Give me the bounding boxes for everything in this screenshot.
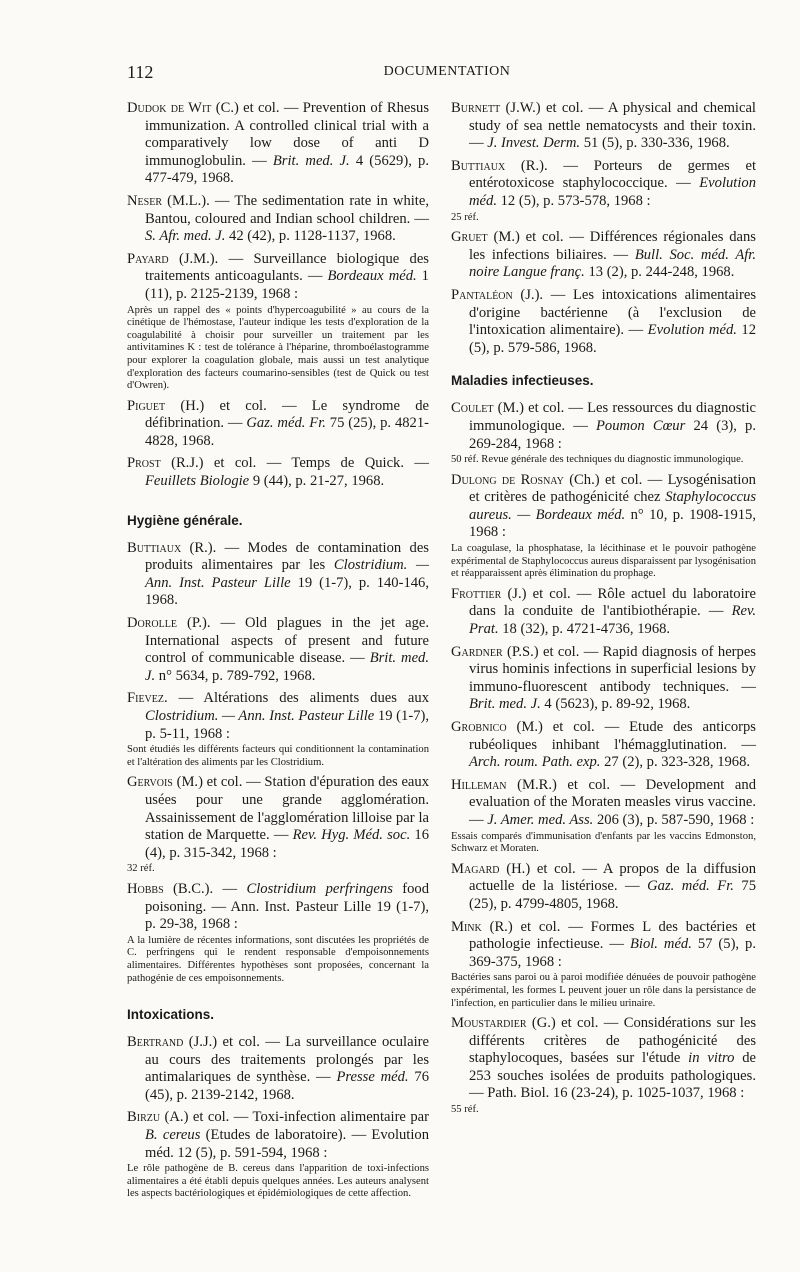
author-name: Moustardier <box>451 1015 527 1032</box>
citation-details: 4 (5623), p. 89-92, 1968. <box>540 696 691 713</box>
bibliography-entry <box>451 400 756 466</box>
section-heading: Maladies infectieuses. <box>451 373 594 389</box>
journal-title: Poumon Cœur <box>596 417 686 434</box>
citation <box>127 690 429 743</box>
citation <box>451 472 756 542</box>
citation-text: (Ch.) et col. — Lysogénisation et critères de pathogénicité chez <box>469 471 756 506</box>
citation-text: (H.) et col. — Le syndrome de défibrination. — <box>145 397 429 432</box>
bibliography-entry <box>127 251 429 393</box>
author-name: Gruet <box>451 229 488 246</box>
bibliography-entry <box>451 586 756 639</box>
citation <box>127 1109 429 1162</box>
citation-details: 19 (1-7), p. 140-146, 1968. <box>145 574 429 609</box>
citation-text: (M.R.) et col. — Development and evaluation of the Moraten measles virus vaccine. — <box>469 776 756 828</box>
citation-text: (R.). — Modes de contamination des produits alimentaires par les <box>145 539 429 574</box>
citation-text: . — Altérations des aliments dues aux <box>164 690 429 707</box>
journal-title: Clostridium. — Ann. Inst. Pasteur Lille <box>145 708 375 724</box>
author-name: Birzu <box>127 1109 161 1126</box>
abstract-note: 55 réf. <box>451 1104 479 1116</box>
journal-title: in vitro <box>688 1050 735 1067</box>
citation-text: (G.) et col. — Considérations sur les différents critères de pathogénicité des staphylocoques, basées sur l'étude <box>469 1015 756 1067</box>
bibliography-entry <box>127 455 429 490</box>
bibliography-entry <box>451 229 756 282</box>
citation-details: 12 (5), p. 573-578, 1968 : <box>496 192 651 209</box>
citation <box>451 100 756 153</box>
citation-details: 76 (45), p. 2139-2142, 1968. <box>145 1069 429 1103</box>
citation <box>127 100 429 188</box>
author-name: Buttiaux <box>451 157 506 174</box>
running-title: DOCUMENTATION <box>383 64 511 79</box>
citation-text: (M.) et col. — Les ressources du diagnostic immunologique. — <box>469 400 756 434</box>
citation <box>451 229 756 282</box>
journal-title: Brit. med. J. <box>145 650 429 684</box>
abstract-note: 32 réf. <box>127 863 155 875</box>
citation-text: (P.). — Old plagues in the jet age. International aspects of present and future control of communicable disease. — <box>145 615 429 667</box>
section-heading: Hygiène générale. <box>127 512 243 528</box>
citation-details: 75 (25), p. 4799-4805, 1968. <box>469 878 757 912</box>
abstract-note: Sont étudiés les différents facteurs qui conditionnent la contamination et l'altération des aliments par les Clostridium. <box>127 744 429 768</box>
citation <box>451 777 756 830</box>
abstract-note: Bactéries sans paroi ou à paroi modifiée dénuées de pouvoir pathogène expérimental, les formes L peuvent jouer un rôle dans la persistance de l'infection, en particulier dans le milieu urinaire. <box>451 972 756 1009</box>
citation <box>451 919 756 972</box>
citation-details: 206 (3), p. 587-590, 1968 : <box>593 811 755 828</box>
citation <box>127 540 429 610</box>
author-name: Neser <box>127 192 162 209</box>
abstract-note: Après un rappel des « points d'hypercoagubilité » au cours de la cinétique de l'hémostase, l'auteur indique les tests d'exploration de la coagulabilité à choisir pour surveiller un traitement par les antivitamines K : test de tolérance à l'héparine, thromboélastogramme pour explorer la coagulation globale, mais aussi un test analytique d'exploration des facteurs coumarino-sensibles (test de Quick ou test d'Owren). <box>127 304 429 392</box>
bibliography-entry <box>127 774 429 876</box>
citation-details: 57 (5), p. 369-375, 1968 : <box>469 936 756 970</box>
journal-title: Gaz. méd. Fr. <box>647 878 734 895</box>
citation-details: 1 (11), p. 2125-2139, 1968 : <box>145 268 429 302</box>
citation-text: (J.W.) et col. — A physical and chemical study of sea nettle nematocysts and their toxin. — <box>469 100 756 152</box>
citation <box>451 586 756 639</box>
citation-text: (M.) et col. — Station d'épuration des eaux usées pour une grande agglomération. Assainissement de l'agglomération lilloise par la station de Marquette. — <box>145 774 429 844</box>
author-name: Frottier <box>451 585 502 602</box>
journal-title: Arch. roum. Path. exp. <box>469 754 601 771</box>
abstract-note: 25 réf. <box>451 211 479 223</box>
citation-details: 19 (1-7), p. 5-11, 1968 : <box>145 708 430 742</box>
bibliography-entry <box>451 158 756 224</box>
bibliography-entry <box>127 193 429 246</box>
author-name: Coulet <box>451 400 494 417</box>
citation <box>451 861 756 914</box>
bibliography-entry <box>127 398 429 451</box>
journal-title: Evolution méd. <box>469 175 756 209</box>
journal-title: J. Amer. med. Ass. <box>487 811 594 828</box>
author-name: Hilleman <box>451 776 507 793</box>
author-name: Dudok de Wit <box>127 100 212 116</box>
left-column <box>127 100 429 1206</box>
author-name: Prost <box>127 455 161 472</box>
citation <box>127 398 429 451</box>
journal-title: Bordeaux méd. <box>327 268 417 285</box>
citation-details: 51 (5), p. 330-336, 1968. <box>580 135 730 152</box>
citation-details: de 253 souches isolées de produits pathologiques. — Path. Biol. 16 (23-24), p. 1025-1037, 1968 : <box>469 1050 756 1102</box>
bibliography-entry <box>451 777 756 856</box>
bibliography-entry <box>127 1109 429 1201</box>
bibliography-entry <box>451 919 756 1011</box>
abstract-note: Essais comparés d'immunisation d'enfants par les vaccins Edmonston, Schwarz et Moraten. <box>451 830 756 855</box>
journal-title: Clostridium. — Ann. Inst. Pasteur Lille <box>145 557 429 591</box>
citation-details: 9 (44), p. 21-27, 1968. <box>249 473 385 490</box>
citation-text: (R.) et col. — Formes L des bactéries et pathologie infectieuse. — <box>469 918 756 953</box>
bibliography-entry <box>127 881 429 985</box>
citation-details: 18 (32), p. 4721-4736, 1968. <box>498 621 671 638</box>
citation <box>451 400 756 453</box>
citation-text: (J.J.) et col. — La surveillance oculaire au cours des traitements prolongés par les antimalariques de synthèse. — <box>145 1034 429 1086</box>
author-name: Mink <box>451 918 482 935</box>
author-name: Bertrand <box>127 1034 184 1051</box>
citation <box>127 615 429 685</box>
citation-text: (R.). — Porteurs de germes et entérotoxicose staphylococcique. — <box>469 157 756 192</box>
citation-details: 4 (5629), p. 477-479, 1968. <box>145 152 429 187</box>
citation-details: 13 (2), p. 244-248, 1968. <box>584 264 735 281</box>
author-name: Magard <box>451 860 500 877</box>
citation-text: (B.C.). — <box>163 880 247 897</box>
bibliography-entry <box>451 861 756 914</box>
citation <box>127 1034 429 1104</box>
journal-title: Clostridium perfringens <box>246 880 393 897</box>
citation-details: 75 (25), p. 4821-4828, 1968. <box>145 415 429 449</box>
bibliography-entry <box>451 472 756 581</box>
citation <box>451 644 756 714</box>
journal-title: Gaz. méd. Fr. <box>246 415 326 432</box>
citation-text: (M.) et col. — Etude des anticorps rubéoliques inhibant l'hémagglutination. — <box>469 719 756 753</box>
citation <box>451 287 756 357</box>
bibliography-entry <box>451 719 756 772</box>
bibliography-entry <box>451 644 756 714</box>
abstract-note: La coagulase, la phosphatase, la lécithinase et le pouvoir pathogène expérimental de Staphylococcus aureus disparaissent par lysogénisation et réapparaissent après élimination du prophage. <box>451 543 756 580</box>
journal-title: J. Invest. Derm. <box>487 135 581 152</box>
abstract-note: Le rôle pathogène de B. cereus dans l'apparition de toxi-infections alimentaires a été établi depuis quelques années. Les auteurs analysent les aspects bactériologiques et épidémiologiques de cette affection. <box>127 1163 429 1200</box>
citation-text: (P.S.) et col. — Rapid diagnosis of herpes virus hominis infections in superficial lesions by immuno-fluorescent antibody techniques. — <box>469 643 756 695</box>
author-name: Dulong de Rosnay <box>451 471 564 488</box>
citation-details: n° 10, p. 1908-1915, 1968 : <box>469 506 756 541</box>
citation-details: (Etudes de laboratoire). — Evolution méd. 12 (5), p. 591-594, 1968 : <box>145 1127 429 1161</box>
citation-details: n° 5634, p. 789-792, 1968. <box>155 667 316 684</box>
citation-details: food poisoning. — Ann. Inst. Pasteur Lille 19 (1-7), p. 29-38, 1968 : <box>145 880 430 933</box>
journal-title: Brit. med. J. <box>272 152 350 169</box>
bibliography-entry <box>451 100 756 153</box>
right-column <box>451 100 756 1122</box>
citation-text: (R.J.) et col. — Temps de Quick. — <box>160 455 429 472</box>
bibliography-entry <box>127 540 429 610</box>
journal-title: Bull. Soc. méd. Afr. noire Langue franç. <box>469 246 756 281</box>
journal-title: B. cereus <box>145 1127 201 1144</box>
journal-title: Rev. Hyg. Méd. soc. <box>292 827 411 844</box>
citation-text: (C.) et col. — Prevention of Rhesus immunization. A controlled clinical trial with a comparatively low dose of anti D immunoglobulin. — <box>145 100 429 169</box>
journal-title: Biol. méd. <box>629 936 692 953</box>
citation <box>127 251 429 304</box>
citation <box>127 774 429 862</box>
page-number: 112 <box>127 62 154 82</box>
journal-title: Presse méd. <box>336 1069 409 1086</box>
bibliography-entry <box>451 1015 756 1117</box>
journal-title: S. Afr. med. J. <box>145 228 226 245</box>
author-name: Gardner <box>451 643 503 660</box>
citation <box>451 158 756 211</box>
citation-details: 24 (3), p. 269-284, 1968 : <box>469 417 757 452</box>
section-heading: Intoxications. <box>127 1007 215 1023</box>
citation-text: (M.) et col. — Différences régionales dans les infections biliaires. — <box>469 229 756 263</box>
bibliography-entry <box>127 100 429 188</box>
citation <box>451 1015 756 1103</box>
bibliography-entry <box>127 1034 429 1104</box>
bibliography-entry <box>127 690 429 769</box>
citation-text: (A.) et col. — Toxi-infection alimentaire par <box>160 1109 429 1126</box>
citation-text: (J.). — Les intoxications alimentaires d'origine bactérienne (à l'exclusion de l'intoxication alimentaire). — <box>469 286 756 339</box>
bibliography-entry <box>127 615 429 685</box>
citation-text: (M.L.). — The sedimentation rate in white, Bantou, coloured and Indian school children. — <box>145 192 429 227</box>
citation <box>127 881 429 934</box>
page-header <box>127 62 707 86</box>
citation-details: 27 (2), p. 323-328, 1968. <box>600 754 751 771</box>
citation-text: (J.M.). — Surveillance biologique des traitements anticoagulants. — <box>145 250 429 285</box>
author-name: Dorolle <box>127 615 177 632</box>
abstract-note: A la lumière de récentes informations, sont discutées les propriétés de C. perfringens qui le rendent responsable d'empoisonnements alimentaires. Différentes hypothèses sont proposées, concernant la pathogénie de ces empoisonnements. <box>127 934 429 984</box>
author-name: Fievez <box>127 690 164 707</box>
journal-title: Rev. Prat. <box>469 603 756 638</box>
journal-title: Staphylococcus aureus. — Bordeaux méd. <box>469 489 756 523</box>
journal-title: Evolution méd. <box>647 322 737 339</box>
author-name: Payard <box>127 250 169 267</box>
author-name: Buttiaux <box>127 539 182 556</box>
citation <box>127 193 429 246</box>
abstract-note: 50 réf. Revue générale des techniques du diagnostic immunologique. <box>451 454 744 466</box>
journal-title: Brit. med. J. <box>469 696 541 713</box>
author-name: Burnett <box>451 100 501 116</box>
author-name: Hobbs <box>127 880 164 897</box>
journal-title: Feuillets Biologie <box>145 473 250 490</box>
author-name: Piguet <box>127 397 166 414</box>
citation-details: 42 (42), p. 1128-1137, 1968. <box>225 228 396 245</box>
bibliography-entry <box>451 287 756 357</box>
author-name: Gervois <box>127 774 173 791</box>
citation-details: 16 (4), p. 315-342, 1968 : <box>145 827 429 861</box>
citation <box>451 719 756 772</box>
citation <box>127 455 429 490</box>
author-name: Grobnico <box>451 719 507 735</box>
citation-details: 12 (5), p. 579-586, 1968. <box>469 322 756 356</box>
citation-text: (J.) et col. — Rôle actuel du laboratoire dans la conduite de l'antibiothérapie. — <box>469 585 756 620</box>
author-name: Pantaléon <box>451 286 513 303</box>
citation-text: (H.) et col. — A propos de la diffusion actuelle de la listériose. — <box>469 860 756 895</box>
